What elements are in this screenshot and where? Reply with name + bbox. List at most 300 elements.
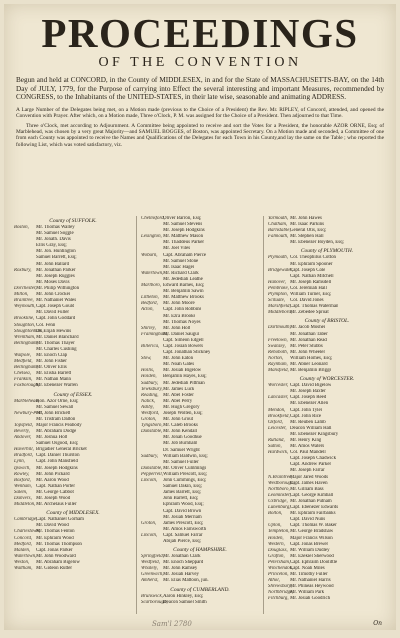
delegate-name: Capt. Jonas Parker xyxy=(36,547,73,553)
town-name: Mansfield, xyxy=(268,368,289,374)
delegate-column-2 xyxy=(136,216,259,614)
town-name: Grafton, xyxy=(268,553,285,559)
delegate-name: Mr. Thaddeus Parker xyxy=(163,240,205,246)
delegate-name: Mr. Thomas Thayer xyxy=(36,340,75,346)
delegate-name: Capt. John Goddard xyxy=(36,316,76,322)
delegate-name: Mr. Timothy Fuller xyxy=(290,572,328,578)
delegate-name: Mr. Stephen Hall xyxy=(290,234,324,240)
delegate-name: James Barrett, Esq; xyxy=(163,490,201,496)
town-name: Oxford, xyxy=(268,419,283,425)
delegate-name: Dr. Elijah Hewins xyxy=(36,328,72,334)
town-name: Beverly, xyxy=(14,429,30,434)
county-heading: County of WORCESTER. xyxy=(299,376,355,383)
town-name: Lancaster, xyxy=(268,395,289,401)
town-name: Middleton, xyxy=(14,502,36,508)
delegate-name: Mr. John Hawes xyxy=(290,216,322,221)
town-name: Reading, xyxy=(141,392,159,398)
delegate-name: Mr. Benjamin Sawin xyxy=(163,289,204,295)
delegate-name: Mr. William Dudley xyxy=(290,547,330,553)
town-name: Newbury-Port, xyxy=(14,410,44,416)
county-heading: County of SUFFOLK. xyxy=(49,218,97,224)
town-name: Barnstable, xyxy=(268,228,291,234)
delegate-name: Capt. Joseph Cole xyxy=(290,267,326,273)
delegate-name: Mr. John Ballard xyxy=(36,261,70,267)
delegate-name: Mr. Abner Leonard xyxy=(290,361,328,367)
town-name: Malden, xyxy=(14,547,31,553)
delegate-name: Capt. David Bigelow xyxy=(290,383,332,389)
delegate-row xyxy=(141,539,259,545)
delegate-name: Mr. Thomas Noyes xyxy=(163,319,201,325)
delegate-name: Mr. Gideon Rutter xyxy=(36,565,72,571)
delegate-name: Mr. Caleb Brooks xyxy=(163,423,198,429)
delegate-name: Mr. Joel Viles xyxy=(163,246,191,252)
delegate-name: Capt. Nathan Porter xyxy=(36,483,75,489)
delegate-name: Mr. Josiah Merriam xyxy=(163,514,202,520)
delegate-name: Capt. John Mansfield xyxy=(36,459,78,465)
delegate-name: Mr. John Wheeler xyxy=(290,349,326,355)
town-name: Weston, xyxy=(14,559,30,565)
delegate-name: Col. David Jones xyxy=(290,298,324,304)
delegate-name: Mr. Matthew Mason xyxy=(163,234,204,240)
delegate-name: Samuel Dakin, Esq; xyxy=(163,484,202,490)
town-name: Foxborough, xyxy=(14,383,40,389)
delegate-name: Mr. Jonah Goodhue xyxy=(163,435,202,441)
delegate-name: Capt. Nathaniel Gorham xyxy=(36,517,84,523)
delegate-name: Mr. Richard Clark xyxy=(163,270,199,276)
delegate-name: Mr. Hugh Gregory xyxy=(163,404,200,410)
town-name: Westford, xyxy=(141,411,160,416)
delegate-name: Mr. Oliver Ellis xyxy=(36,365,67,371)
delegate-row xyxy=(14,383,132,389)
town-name: Haverhill, xyxy=(14,447,34,453)
delegate-name: Mr. Ezra Brooks xyxy=(163,313,196,319)
delegate-name: Mr. William Park xyxy=(290,590,325,596)
town-name: Brookline, xyxy=(14,316,35,322)
town-name: Bradford, xyxy=(14,453,33,459)
town-name: Raynham, xyxy=(268,361,288,367)
delegate-row xyxy=(14,566,132,572)
town-name: Woburn, xyxy=(141,252,158,258)
delegate-name: Mr. Enoch Clap xyxy=(36,352,68,358)
town-name: Bellingham, xyxy=(14,365,38,371)
delegate-name: Mr. Abel Perry xyxy=(163,398,193,404)
document-title: PROCEEDINGS xyxy=(41,10,359,56)
town-name: Rutland, xyxy=(268,438,285,443)
town-name: Billerica, xyxy=(141,343,160,349)
delegate-name: Mr. Benjamin Briggs xyxy=(290,368,332,374)
town-name: Whately, xyxy=(141,566,158,572)
delegate-column-1 xyxy=(14,216,132,614)
town-name: Brookfield, xyxy=(268,413,290,419)
delegate-name: William Baldwin, Esq; xyxy=(163,453,208,459)
town-name: Winchendon, xyxy=(268,565,294,571)
delegate-name: Mr. Daniel Saugur xyxy=(163,331,200,337)
delegate-name: Capt. Samuel Farrar xyxy=(163,532,203,538)
delegate-name: Mr. Josiah Harvey xyxy=(163,572,199,578)
delegate-name: Capt. Joseph Reed xyxy=(290,395,327,401)
delegate-name: Mr. Samuel Stone xyxy=(163,258,199,264)
document-subtitle: OF THE CONVENTION xyxy=(98,55,302,70)
delegate-name: James Prescott, Esq; xyxy=(163,520,204,526)
delegate-name: Capt. Noah Miles xyxy=(290,565,325,571)
delegate-name: Capt. David Brown xyxy=(163,508,202,514)
county-heading: County of ESSEX. xyxy=(53,391,93,398)
town-name: Stow, xyxy=(141,356,152,362)
delegate-name: General Otis, Esq; xyxy=(290,228,326,234)
town-name: Leicester, xyxy=(268,425,287,431)
delegate-name: Capt. John Robbins xyxy=(163,307,202,313)
delegate-name: Mr. John Brickett xyxy=(36,410,71,416)
delegate-name: Mr. Gilliam Bass xyxy=(290,486,324,492)
town-name: Sudbury, xyxy=(141,380,159,386)
handwritten-signature: Sam'l 2780 xyxy=(152,620,192,628)
body-paragraph-2: Three o'Clock, met according to Adjournment. A Committee being appointed to receive and sort the Votes for a President, the honorable AZOR ORNE, Esq; of Marblehead, was chosen by a very great Majority—and SAMUEL BOGGES, of Boston, was appointed Secretary. On a Motion made and seconded, a Committee of one from each County was appointed to receive the Names and Qualifications of the Delegates for each Town in his County,and lay the same on the Table ; who reported the following List, which was voted satisfactory, viz. xyxy=(16,122,384,148)
delegate-name: Mr. Abraham Bigelow xyxy=(36,559,80,565)
town-name: Roxbury, xyxy=(14,267,32,273)
delegate-name: William Homes, Esq; xyxy=(290,355,333,361)
town-name: Topsfield, xyxy=(14,422,33,428)
town-name: Weymouth, xyxy=(14,304,36,310)
town-name: Boxford, xyxy=(14,477,31,483)
delegate-name: Mr. Daniel Blanchard xyxy=(36,334,79,340)
town-name: Lincoln, xyxy=(141,532,158,538)
town-name: Leominster, xyxy=(268,492,291,498)
delegate-name: Mr. Oliver Cummings xyxy=(163,465,207,471)
delegate-name: Mr. Matthew Brooks xyxy=(163,295,204,301)
delegate-name: Mr. Joseph Hodgkins xyxy=(163,228,205,234)
delegate-name: Mr. Jonathan Parker xyxy=(36,267,76,273)
delegate-name: Mr. Thomas Fenton xyxy=(36,529,75,535)
delegate-name: Mr. Zebedee Sproat xyxy=(290,310,329,316)
town-name: Bridgewater, xyxy=(268,267,294,273)
delegate-name: Capt. Andrew Parker xyxy=(290,462,332,468)
town-name: Chelsea, xyxy=(14,371,31,377)
town-name: Dartmouth, xyxy=(268,325,291,331)
town-name: Holden, xyxy=(268,535,284,541)
delegate-row xyxy=(268,310,386,316)
town-name: Waltham, xyxy=(14,565,33,571)
document-page xyxy=(4,4,396,630)
town-name: Walpole, xyxy=(14,352,32,358)
town-name: Braintree, xyxy=(14,298,34,304)
town-name: Marlboro, xyxy=(141,283,162,289)
delegate-name: Mr. Ephraim Fairbanks xyxy=(290,511,336,517)
town-name: Salem, xyxy=(14,489,28,495)
delegate-name: Mr. Elias Mattoon, jun. xyxy=(163,578,209,584)
town-name: Norton, xyxy=(268,355,284,361)
town-name: Littleton, xyxy=(141,295,159,301)
town-name: Uxbridge, xyxy=(268,498,288,504)
town-name: Stoughtonham, xyxy=(14,328,44,334)
town-name: Wrentham, xyxy=(14,334,36,340)
delegate-name: Abijah Pierce, Esq; xyxy=(163,538,201,544)
delegate-name: Capt. Josiah Bowers xyxy=(163,343,204,349)
town-name: Holden, xyxy=(141,374,157,380)
delegate-name: Mr. Noah Gates xyxy=(163,362,195,368)
town-name: Athol, xyxy=(268,578,280,584)
town-name: Worcester, xyxy=(268,383,289,389)
delegate-name: Capt. Joseph Gould xyxy=(36,304,75,310)
town-name: Acton, xyxy=(141,307,154,313)
delegate-name: Edward Barnes, Esq; xyxy=(163,283,205,289)
delegate-name: Mr. John Ramsey xyxy=(163,566,198,572)
delegate-name: Ellis Gray, Esq; xyxy=(36,243,67,249)
town-name: Stoughton, xyxy=(14,322,36,328)
delegate-name: Capt. David Nuns xyxy=(290,517,326,523)
town-name: Groton, xyxy=(141,417,157,423)
delegate-name: Mr. Ebenezer Kingsbury xyxy=(290,431,339,437)
delegate-row xyxy=(268,596,386,602)
delegate-name: Mr. Ezekiel Sherwood xyxy=(290,553,334,559)
delegate-name: Capt. Thomas W. Baker xyxy=(290,523,337,529)
town-name: Bedford, xyxy=(141,301,158,307)
delegate-name: Mr. Nathaniel Wales xyxy=(36,298,77,304)
town-name: Western, xyxy=(268,541,285,547)
town-name: Northboro, xyxy=(268,486,290,492)
delegate-name: William Prescott, Esq; xyxy=(163,471,207,477)
delegate-name: Capt. George Kimball xyxy=(290,492,334,498)
delegate-name: Capt. John Rice xyxy=(290,413,322,419)
town-name: Mendon, xyxy=(268,407,286,413)
delegate-name: Major Jared Woods xyxy=(290,474,329,480)
delegate-name: Mr. John Grout xyxy=(163,417,194,423)
delegate-name: Mr. Ephraim Spooner xyxy=(290,261,333,267)
delegate-name: Mr. Ebenezer Boyden, Esq; xyxy=(290,240,344,246)
delegate-name: Mr. David Fuller xyxy=(36,310,70,316)
town-name: Pepperrell, xyxy=(141,471,163,477)
delegate-name: Mr. Samuel Stevens xyxy=(163,222,203,228)
town-name: Petersham, xyxy=(268,559,291,565)
delegate-name: Col. Fenn xyxy=(36,322,56,328)
delegate-name: Mr. Isaac Parkins xyxy=(290,222,325,228)
delegate-name: Mr. John Crocker xyxy=(36,292,71,298)
town-name: Watertown, xyxy=(141,270,164,276)
town-name: Ashby, xyxy=(141,404,154,410)
town-name: Charlestown, xyxy=(14,529,41,535)
delegate-name: Mr. Amos Farnsworth xyxy=(163,526,207,532)
town-name: Princeton, xyxy=(268,572,289,578)
delegate-name: Mr. Reuben Lamb xyxy=(290,419,326,425)
delegate-name: Mr. Joseph Ruggles xyxy=(36,273,75,279)
delegate-name: Mr. James Luck xyxy=(163,386,195,392)
town-name: Scituate, xyxy=(268,298,285,304)
delegate-name: Mr. Samuel Fuller xyxy=(163,459,199,465)
delegate-name: Mr. Samuel Soggle xyxy=(36,231,74,237)
town-name: Marblehead, xyxy=(14,398,40,404)
town-name: Wenham, xyxy=(14,483,32,489)
town-name: Douglass, xyxy=(268,547,288,553)
delegate-name: Col. Theophilus Cotton xyxy=(290,255,336,261)
town-name: Hollis, xyxy=(141,368,155,374)
delegate-name: Mr. Ebenezer Warren xyxy=(36,383,78,389)
delegate-name: Deacon William Hall xyxy=(290,425,332,431)
catchword: On xyxy=(373,620,382,627)
delegate-name: Capt. Nathan Mitchell xyxy=(290,273,334,279)
county-heading: County of MIDDLESEX. xyxy=(46,510,100,517)
town-name: Shirley, xyxy=(141,325,156,331)
delegate-name: Mr. Isaac Hager xyxy=(163,264,195,270)
delegate-row xyxy=(14,502,132,508)
delegate-name: Mr. Joseph Baxter xyxy=(290,389,326,395)
town-name: Upton, xyxy=(268,523,282,529)
town-name: Northbridge, xyxy=(268,590,294,596)
delegate-name: Mr. Jacob Mosher xyxy=(290,325,326,331)
delegate-name: Mr. Phineas Heywood xyxy=(290,584,334,590)
delegate-name: Samuel Barrett, Esq; xyxy=(36,255,77,261)
town-name: Greenwich, xyxy=(141,572,164,578)
delegate-name: Mr. Nathan Mann xyxy=(36,377,71,383)
delegate-name: Mr. Moses Davis xyxy=(36,279,70,285)
county-heading: County of BRISTOL. xyxy=(304,318,350,325)
delegate-name: Mr. Charles Cushing xyxy=(36,346,77,352)
delegate-name: Mr. Jedediah Leathe xyxy=(163,276,203,282)
town-name: Fitchburg, xyxy=(268,596,289,602)
town-name: Dunstable, xyxy=(141,429,163,435)
delegate-name: Capt. Daniel Thurston xyxy=(36,453,80,459)
town-name: Hardwick, xyxy=(268,450,289,456)
delegate-name: Mr. Abel Foster xyxy=(163,392,194,398)
town-name: N.Braintree, xyxy=(268,474,293,480)
delegate-name: Col. Jeremiah Hall xyxy=(290,285,327,291)
delegate-name: Dr. Samuel Wright xyxy=(163,447,200,453)
delegate-name: Mr. Ephraim Wood xyxy=(36,535,74,541)
town-name: Framingham, xyxy=(141,331,168,337)
town-name: Lincoln, xyxy=(141,478,158,484)
town-name: Westborough, xyxy=(268,480,295,486)
delegate-name: Mr. Peter Stubbs xyxy=(290,343,323,349)
delegate-name: Mr. Nathaniel Harris xyxy=(290,578,331,584)
town-name: Watertown, xyxy=(14,553,37,559)
delegate-name: Mr. Thomas Walley xyxy=(36,225,75,230)
delegate-name: Capt. Thomas Waterman xyxy=(290,304,339,310)
delegate-name: Mr. George Cabbot xyxy=(36,489,74,495)
delegate-name: Mr. Jonathan Clark xyxy=(163,554,201,560)
delegate-name: Mr. Josiah Goodrich xyxy=(290,596,331,602)
delegate-name: Mr. Thomas Thompson xyxy=(36,541,82,547)
delegate-name: Mr. Jonathan Putnam xyxy=(290,498,332,504)
delegate-name: Mr. John Pickard xyxy=(36,471,70,477)
delegate-name: Hon. Azor Orne, Esq; xyxy=(36,398,79,404)
town-name: Bellingham, xyxy=(14,340,38,346)
delegate-name: Mr. Tristram Dalton xyxy=(36,416,76,422)
town-name: Milton, xyxy=(14,292,29,298)
town-name: Andover, xyxy=(14,435,32,441)
town-name: Danvers, xyxy=(14,496,32,502)
delegate-name: Joseph Wolten, Esq; xyxy=(163,411,203,416)
delegate-name: Mr. Job Burnham xyxy=(163,441,198,447)
town-name xyxy=(141,539,163,545)
town-name: Franklin, xyxy=(14,377,33,383)
town-name: Ipswich, xyxy=(14,465,31,471)
town-name: Amherst, xyxy=(141,578,159,584)
town-name: Yarmouth, xyxy=(268,216,289,221)
town-name: Sudbury, xyxy=(141,453,159,459)
delegate-name: Oliver Barron, Esq; xyxy=(163,216,202,221)
delegate-name: Mr. John Fisher xyxy=(36,359,67,365)
delegate-name: Mr. Jonathan Taber xyxy=(290,331,328,337)
delegate-name: Mr. Archelaus Fuller xyxy=(36,502,77,508)
delegate-name: Capt. Abraham Pierce xyxy=(163,252,207,258)
delegate-name: Mr. Joseph Wood xyxy=(36,496,71,502)
town-name: Boston, xyxy=(14,225,29,230)
town-name: Falmouth, xyxy=(268,234,289,240)
town-name: Templeton, xyxy=(268,529,290,535)
delegate-name: Deacon Samuel Smith xyxy=(163,599,207,605)
town-name: Rowley, xyxy=(14,471,30,477)
delegate-list xyxy=(14,216,386,614)
delegate-column-3 xyxy=(263,216,386,614)
delegate-name: Mr. Joseph Farrar xyxy=(290,468,325,474)
delegate-name: Capt. John Tyler xyxy=(290,407,323,413)
delegate-name: Capt. James Haven xyxy=(290,480,328,486)
delegate-name: Mr. David Wood xyxy=(36,523,69,529)
delegate-name: Brigadier General Bricket xyxy=(36,447,87,453)
delegate-name: Benjamin Hayes, Esq; xyxy=(163,374,207,380)
delegate-name: Mr. Enoch Sheppard xyxy=(163,560,204,566)
delegate-name: Capt. Jonas Brewer xyxy=(290,541,329,547)
town-name: Dunstable, xyxy=(141,465,163,471)
delegate-name: Capt. Joseph Chadwick xyxy=(290,456,337,462)
town-name: Chatham, xyxy=(268,222,288,228)
delegate-name: Capt. Ephraim Doolittle xyxy=(290,559,338,565)
delegate-name: Aaron Hinkley, Esq; xyxy=(163,593,204,599)
town-name: Chelmsford, xyxy=(141,216,165,221)
town-name: Springfield, xyxy=(141,554,164,560)
delegate-name: Ephraim Wood, Esq; xyxy=(163,502,204,508)
delegate-name: Mr. John Holt xyxy=(163,325,191,331)
town-name: Marshfield, xyxy=(268,304,291,310)
delegate-name: Major Francis Peabody xyxy=(36,422,82,428)
town-name: Medford, xyxy=(14,541,32,547)
delegate-name: Mr. Jedediah Pittman xyxy=(163,380,205,386)
delegate-name: Capt. Jonathan Stickney xyxy=(163,350,211,356)
delegate-name: William Turner, Esq; xyxy=(290,292,332,298)
town-name: Hanover, xyxy=(268,279,286,285)
delegate-name: John Cummings, Esq; xyxy=(163,478,207,484)
delegate-name: Mr. Josiah Bigelow xyxy=(163,368,202,374)
town-name: Pembroke, xyxy=(268,285,289,291)
town-name xyxy=(268,240,290,246)
delegate-name: Mr. Jonathan Read xyxy=(290,337,327,343)
delegate-name: Mr. John Woodward xyxy=(36,553,76,559)
delegate-name: Mr. Aaron Wood xyxy=(36,477,69,483)
delegate-name: Mr. Joshua Holt xyxy=(36,435,68,441)
town-name: Dorchester, xyxy=(14,285,37,291)
delegate-name: Mr. Joseph Hodgkins xyxy=(36,465,78,471)
delegate-name: Capt. Simeon Edgell xyxy=(163,337,204,343)
delegate-name: Col. Paul Mandell xyxy=(290,450,326,456)
delegate-name: Mr. John Eaton xyxy=(163,356,194,362)
delegate-name: Mr. Samuel Sewall xyxy=(36,404,74,410)
town-name: Bolton, xyxy=(268,511,283,517)
town-name: Groton, xyxy=(141,520,157,526)
delegate-name: Mr. Henry King xyxy=(290,438,322,443)
town-name: Plymouth, xyxy=(268,255,288,261)
town-name: Sutton, xyxy=(268,444,282,450)
town-name: Tyngsboro, xyxy=(141,423,163,429)
town-name: Lynn, xyxy=(14,459,25,465)
town-name: Cambridge, xyxy=(14,517,38,523)
town-name: Lunenburg, xyxy=(268,505,291,511)
town-name: Scarborough, xyxy=(141,599,168,605)
delegate-name: Samuel Osgood, Esq; xyxy=(36,441,79,447)
delegate-name: Mr. Ebenezer Allen xyxy=(290,401,329,407)
delegate-name: John Barrett, Esq; xyxy=(163,496,199,502)
town-name: Plympton, xyxy=(268,292,288,298)
delegate-name: Major Francis Wilson xyxy=(290,535,333,541)
town-name: Middleboro, xyxy=(268,310,293,316)
town-name: Tewksbury, xyxy=(141,386,163,392)
